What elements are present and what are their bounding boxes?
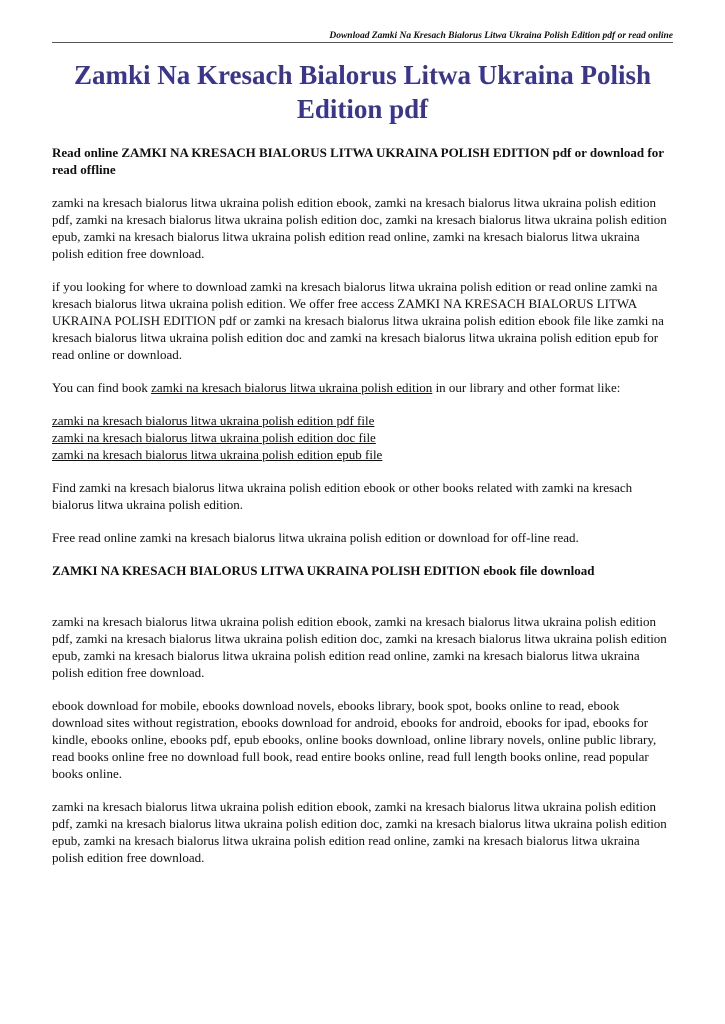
book-link[interactable]: zamki na kresach bialorus litwa ukraina polish edition	[151, 380, 433, 395]
running-header: Download Zamki Na Kresach Bialorus Litwa Ukraina Polish Edition pdf or read online	[52, 31, 673, 43]
paragraph-formats-2: zamki na kresach bialorus litwa ukraina polish edition ebook, zamki na kresach bialorus litwa ukraina polish edition pdf, zamki na kresach bialorus litwa ukraina polish edition doc, zamki na kresach bialorus litwa ukraina polish edition epub, zamki na kresach bialorus litwa ukraina polish edition read online, zamki na kresach bialorus litwa ukraina polish edition free download.	[52, 614, 667, 680]
epub-file-link[interactable]: zamki na kresach bialorus litwa ukraina polish edition epub file	[52, 447, 383, 462]
format-links	[52, 412, 673, 463]
document-body	[52, 144, 673, 866]
paragraph-looking-for: if you looking for where to download zamki na kresach bialorus litwa ukraina polish edition or read online zamki na kresach bialorus litwa ukraina polish edition. We offer free access ZAMKI NA KRESACH BIALORUS LITWA UKRAINA POLISH EDITION pdf or zamki na kresach bialorus litwa ukraina polish edition ebook file like zamki na kresach bialorus litwa ukraina polish edition doc and zamki na kresach bialorus litwa ukraina polish edition epub for read online or download.	[52, 279, 664, 362]
find-prefix: You can find book	[52, 380, 152, 395]
find-suffix: in our library and other format like:	[432, 380, 621, 395]
paragraph-free-read: Free read online zamki na kresach bialorus litwa ukraina polish edition or download for off-line read.	[52, 530, 579, 545]
paragraph-keywords: ebook download for mobile, ebooks download novels, ebooks library, book spot, books online to read, ebook download sites without registration, ebooks download for android, ebooks for android, ebooks for ipad, ebooks for kindle, ebooks online, ebooks pdf, epub ebooks, online books download, online library novels, online public library, read books online free no download full book, read entire books online, read full length books online, read popular books online.	[52, 698, 657, 781]
read-online-heading: Read online ZAMKI NA KRESACH BIALORUS LITWA UKRAINA POLISH EDITION pdf or download for read offline	[52, 145, 664, 177]
paragraph-related: Find zamki na kresach bialorus litwa ukraina polish edition ebook or other books related with zamki na kresach bialorus litwa ukraina polish edition.	[52, 480, 633, 512]
paragraph-formats-3: zamki na kresach bialorus litwa ukraina polish edition ebook, zamki na kresach bialorus litwa ukraina polish edition pdf, zamki na kresach bialorus litwa ukraina polish edition doc, zamki na kresach bialorus litwa ukraina polish edition epub, zamki na kresach bialorus litwa ukraina polish edition read online, zamki na kresach bialorus litwa ukraina polish edition free download.	[52, 799, 667, 865]
doc-file-link[interactable]: zamki na kresach bialorus litwa ukraina polish edition doc file	[52, 430, 376, 445]
ebook-download-heading: ZAMKI NA KRESACH BIALORUS LITWA UKRAINA POLISH EDITION ebook file download	[52, 563, 595, 578]
paragraph-find-book	[52, 379, 673, 396]
paragraph-formats: zamki na kresach bialorus litwa ukraina polish edition ebook, zamki na kresach bialorus litwa ukraina polish edition pdf, zamki na kresach bialorus litwa ukraina polish edition doc, zamki na kresach bialorus litwa ukraina polish edition epub, zamki na kresach bialorus litwa ukraina polish edition read online, zamki na kresach bialorus litwa ukraina polish edition free download.	[52, 195, 667, 261]
page-title: Zamki Na Kresach Bialorus Litwa Ukraina Polish Edition pdf	[73, 60, 652, 124]
pdf-file-link[interactable]: zamki na kresach bialorus litwa ukraina polish edition pdf file	[52, 413, 375, 428]
